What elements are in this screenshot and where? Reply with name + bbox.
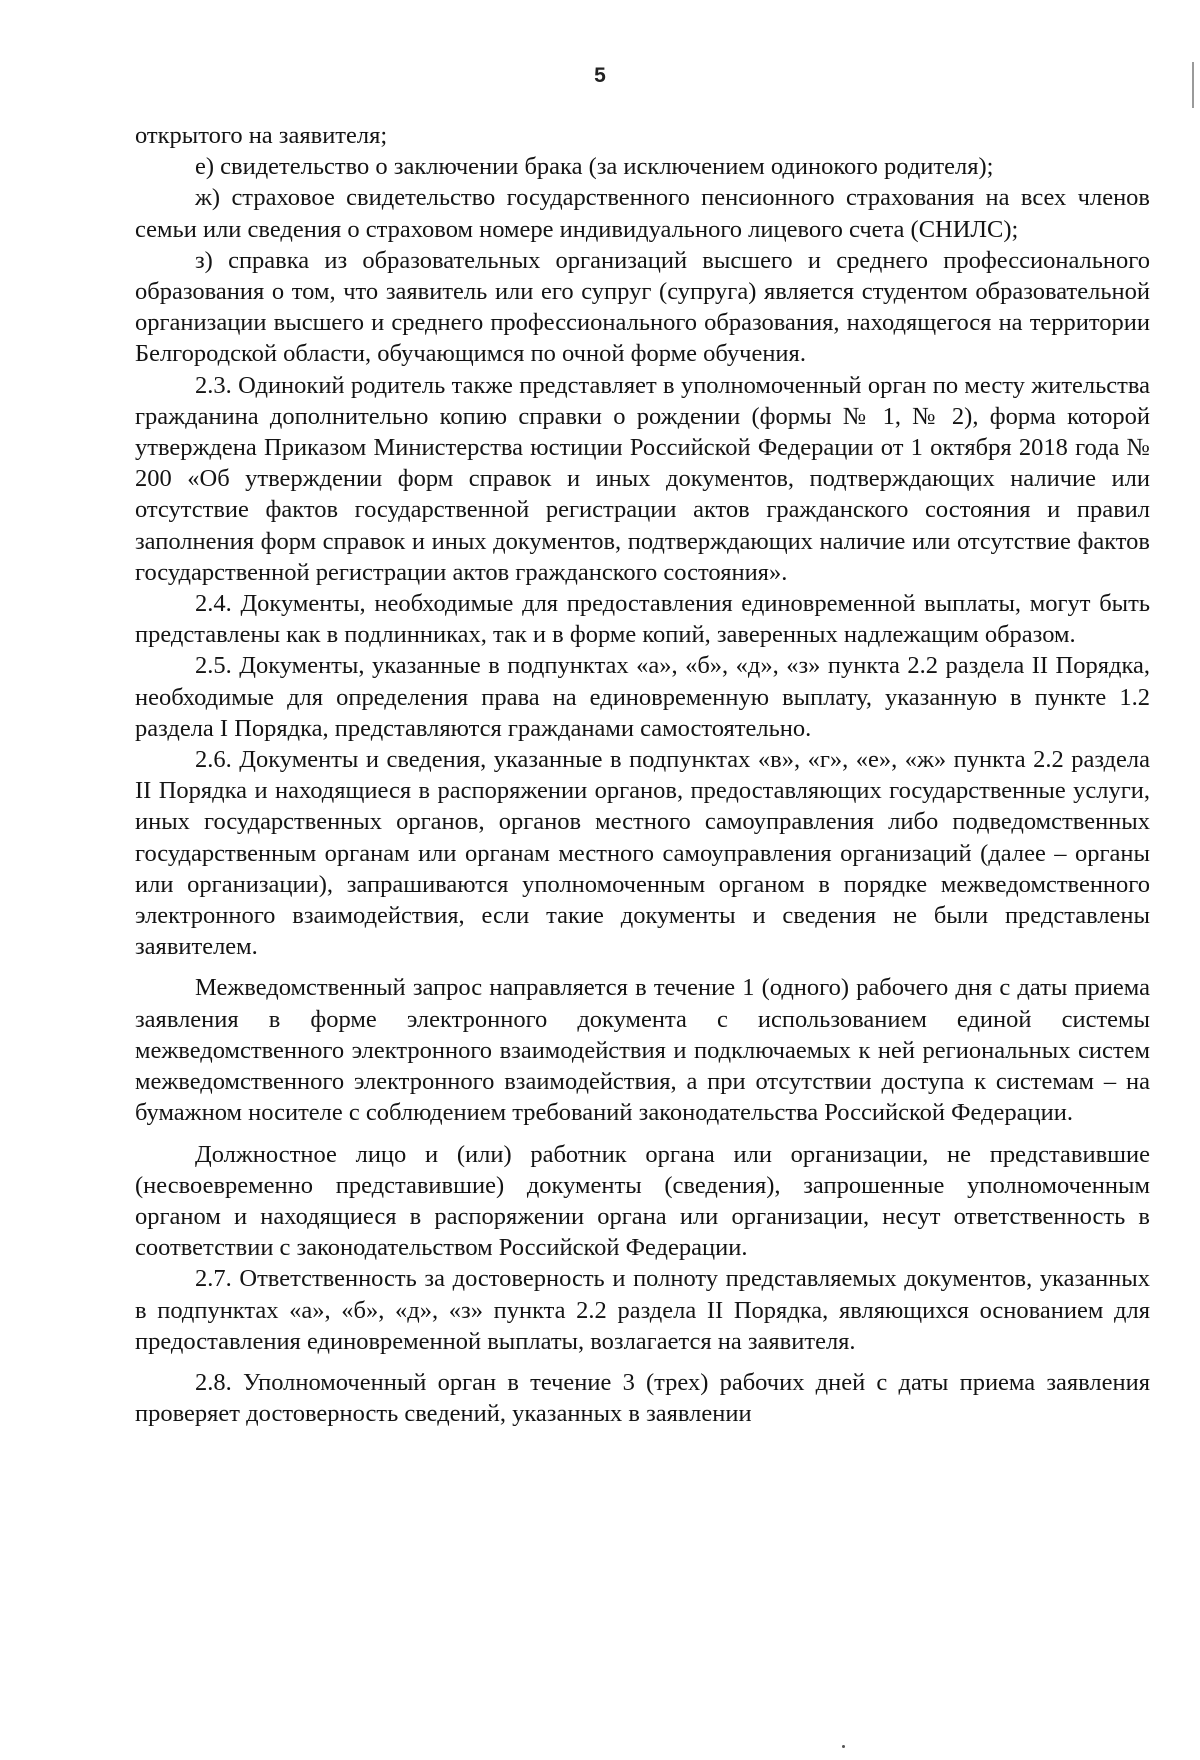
scan-speck [842,1745,845,1748]
paragraph-item-zh: ж) страховое свидетельство государственного пенсионного страхования на всех членов семьи или сведения о страховом номере индивидуального лицевого счета (СНИЛС); [135,184,1150,243]
paragraph-2-6: 2.6. Документы и сведения, указанные в подпунктах «в», «г», «е», «ж» пункта 2.2 раздела II Порядка и находящиеся в распоряжении органов, предоставляющих государственные услуги, иных государственных органов, органов местного самоуправления либо подведомственных государственным органам или органам местного самоуправления организаций (далее – органы или организации), запрашиваются уполномоченным органом в порядке межведомственного электронного взаимодействия, если такие документы и сведения не были представлены заявителем. [135,746,1150,961]
document-body [135,120,1150,1429]
page-number: 5 [594,64,606,87]
paragraph-item-e: е) свидетельство о заключении брака (за исключением одинокого родителя); [195,153,994,181]
scan-edge-mark [1192,62,1194,108]
paragraph-continuation: открытого на заявителя; [135,122,388,149]
paragraph-2-7: 2.7. Ответственность за достоверность и полноту представляемых документов, указанных в подпунктах «а», «б», «д», «з» пункта 2.2 раздела II Порядка, являющихся основанием для предоставления единовременной выплаты, возлагается на заявителя. [135,1265,1150,1355]
paragraph-item-z: з) справка из образовательных организаций высшего и среднего профессионального образования о том, что заявитель или его супруг (супруга) является студентом образовательной организации высшего и среднего профессионального образования, находящегося на территории Белгородской области, обучающимся по очной форме обучения. [135,246,1150,368]
paragraph-2-8: 2.8. Уполномоченный орган в течение 3 (трех) рабочих дней с даты приема заявления проверяет достоверность сведений, указанных в заявлении [135,1368,1150,1428]
paragraph-2-3: 2.3. Одинокий родитель также представляет в уполномоченный орган по месту жительства гражданина дополнительно копию справки о рождении (формы № 1, № 2), форма которой утверждена Приказом Министерства юстиции Российской Федерации от 1 октября 2018 года № 200 «Об утверждении форм справок и иных документов, подтверждающих наличие или отсутствие фактов государственной регистрации актов гражданского состояния и правил заполнения форм справок и иных документов, подтверждающих наличие или отсутствие фактов государственной регистрации актов гражданского состояния». [135,371,1150,586]
paragraph-2-5: 2.5. Документы, указанные в подпунктах «а», «б», «д», «з» пункта 2.2 раздела II Порядка, необходимые для определения права на единовременную выплату, указанную в пункте 1.2 раздела I Порядка, представляются гражданами самостоятельно. [135,652,1150,742]
paragraph-official-liability: Должностное лицо и (или) работник органа или организации, не представившие (несвоевременно представившие) документы (сведения), запрошенные уполномоченным органом и находящиеся в распоряжении органа или организации, несут ответственность в соответствии с законодательством Российской Федерации. [135,1140,1150,1262]
paragraph-interagency-request: Межведомственный запрос направляется в течение 1 (одного) рабочего дня с даты приема заявления в форме электронного документа с использованием единой системы межведомственного электронного взаимодействия и подключаемых к ней региональных систем межведомственного электронного взаимодействия, а при отсутствии доступа к системам – на бумажном носителе с соблюдением требований законодательства Российской Федерации. [135,974,1150,1127]
paragraph-2-4: 2.4. Документы, необходимые для предоставления единовременной выплаты, могут быть представлены как в подлинниках, так и в форме копий, заверенных надлежащим образом. [135,590,1150,649]
